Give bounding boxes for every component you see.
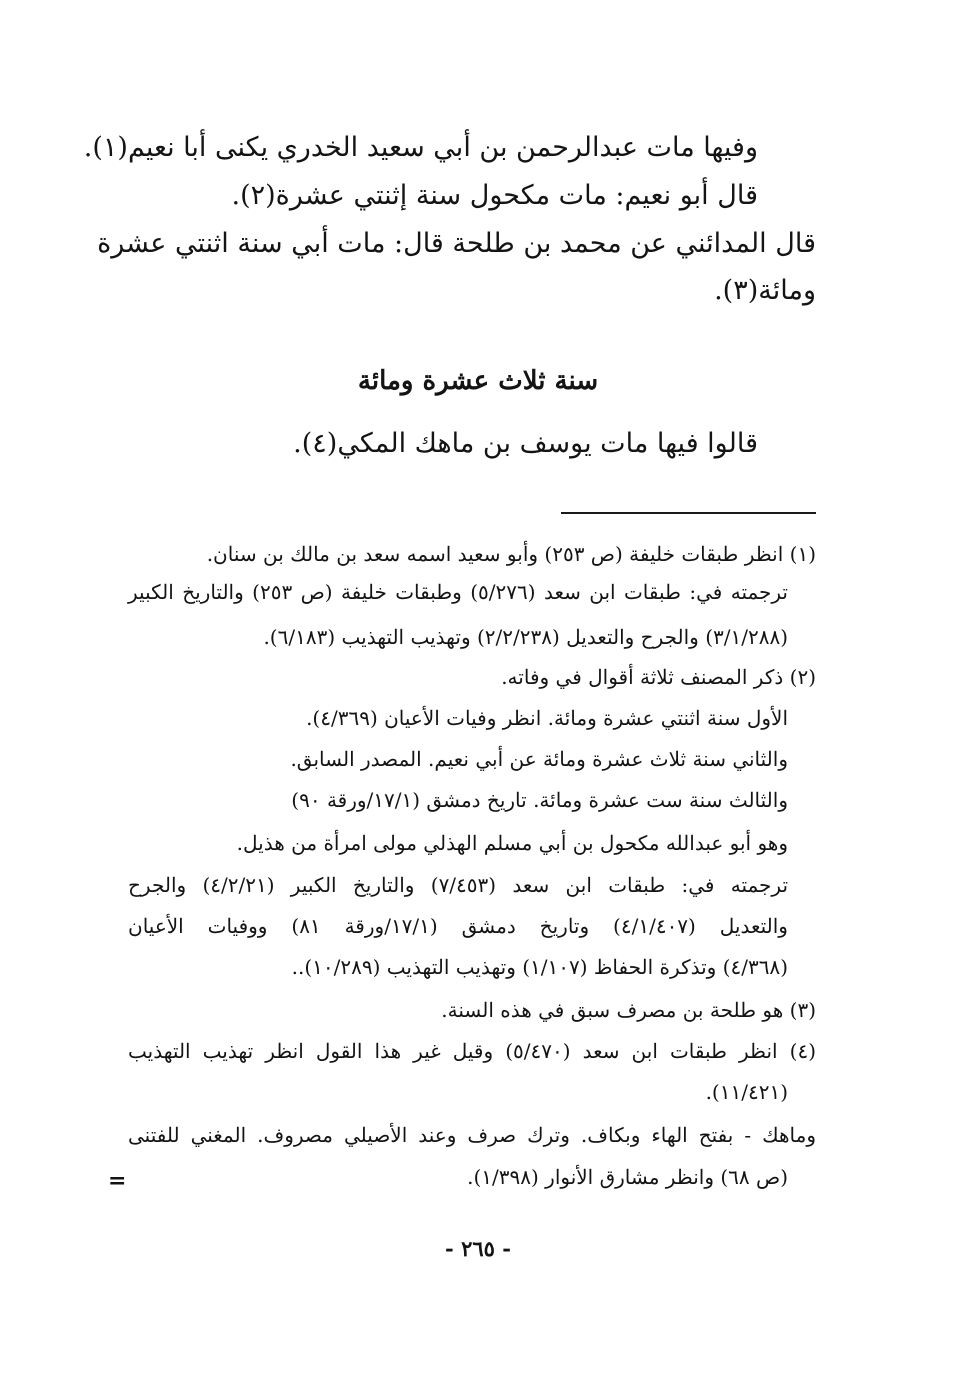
footnote-4-line-1: (٤) انظر طبقات ابن سعد (٥/٤٧٠) وقيل غير هذا القول انظر تهذيب التهذيب bbox=[128, 1039, 816, 1063]
section-text-line-1: قالوا فيها مات يوسف بن ماهك المكي(٤). bbox=[293, 428, 758, 459]
footnote-2-line-1: (٢) ذكر المصنف ثلاثة أقوال في وفاته. bbox=[501, 665, 816, 689]
footnote-3-line-1: (٣) هو طلحة بن مصرف سبق في هذه السنة. bbox=[441, 998, 816, 1022]
footnote-2-line-5: وهو أبو عبدالله مكحول بن أبي مسلم الهذلي مولى امرأة من هذيل. bbox=[236, 831, 788, 855]
page-number: - ٢٦٥ - bbox=[445, 1236, 511, 1261]
footnote-2-line-3: والثاني سنة ثلاث عشرة ومائة عن أبي نعيم. المصدر السابق. bbox=[290, 747, 788, 771]
footnote-2-line-8: (٤/٣٦٨) وتذكرة الحفاظ (١/١٠٧) وتهذيب التهذيب (١٠/٢٨٩).. bbox=[291, 955, 788, 979]
footnote-2-line-4: والثالث سنة ست عشرة ومائة. تاريخ دمشق (١٧/١/ورقة ٩٠) bbox=[291, 788, 788, 812]
footnote-1-line-1: (١) انظر طبقات خليفة (ص ٢٥٣) وأبو سعيد اسمه سعد بن مالك بن سنان. bbox=[206, 542, 816, 566]
footnote-2-line-2: الأول سنة اثنتي عشرة ومائة. انظر وفيات الأعيان (٤/٣٦٩). bbox=[306, 706, 788, 730]
main-text-line-1: وفيها مات عبدالرحمن بن أبي سعيد الخدري يكنى أبا نعيم(١). bbox=[83, 132, 758, 163]
continuation-mark: = bbox=[108, 1168, 127, 1194]
footnote-1-line-3: (٣/١/٢٨٨) والجرح والتعديل (٢/٢/٢٣٨) وتهذيب التهذيب (٦/١٨٣). bbox=[263, 625, 788, 649]
footnote-2-line-6: ترجمته في: طبقات ابن سعد (٧/٤٥٣) والتاريخ الكبير (٤/٢/٢١) والجرح bbox=[128, 873, 789, 897]
footnote-separator bbox=[561, 512, 816, 514]
footnote-1-line-2: ترجمته في: طبقات ابن سعد (٥/٢٧٦) وطبقات خليفة (ص ٢٥٣) والتاريخ الكبير bbox=[128, 580, 789, 604]
main-text-line-2: قال أبو نعيم: مات مكحول سنة إثنتي عشرة(٢). bbox=[231, 180, 758, 211]
footnote-4-line-3: وماهك - بفتح الهاء وبكاف. وترك صرف وعند الأصيلي مصروف. المغني للفتنى bbox=[128, 1123, 816, 1147]
main-text-line-3: قال المدائني عن محمد بن طلحة قال: مات أبي سنة اثنتي عشرة bbox=[97, 228, 816, 259]
footnote-2-line-7: والتعديل (٤/١/٤٠٧) وتاريخ دمشق (١٧/١/ورقة ٨١) ووفيات الأعيان bbox=[128, 914, 788, 938]
main-text-line-4: ومائة(٣). bbox=[714, 275, 816, 306]
footnote-4-line-2: (١١/٤٢١). bbox=[705, 1080, 788, 1104]
footnote-4-line-4: (ص ٦٨) وانظر مشارق الأنوار (١/٣٩٨). bbox=[467, 1165, 788, 1189]
section-heading: سنة ثلاث عشرة ومائة bbox=[357, 366, 599, 396]
